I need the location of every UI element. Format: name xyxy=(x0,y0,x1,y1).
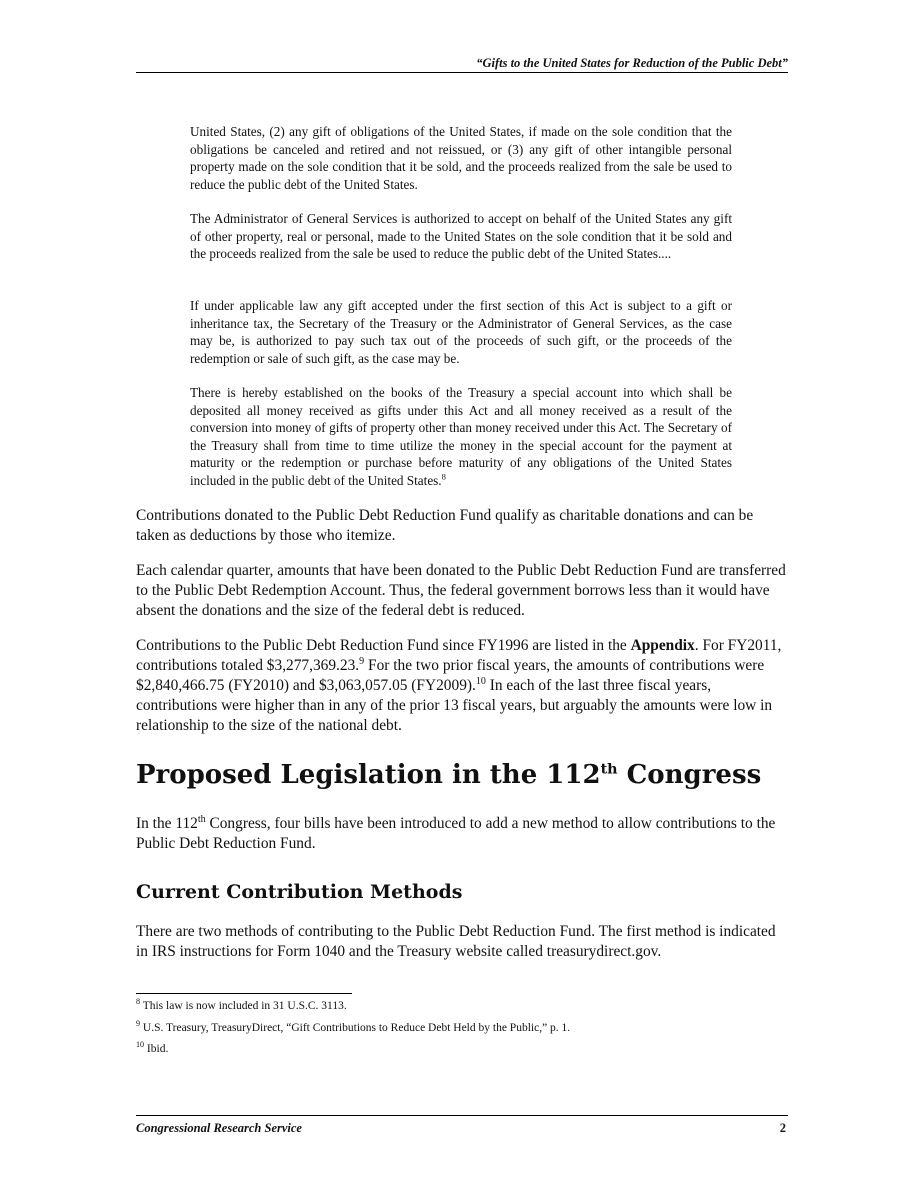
quote-paragraph-4 xyxy=(190,384,732,489)
footnote-9-num: 9 xyxy=(136,1019,141,1029)
footnote-8-num: 8 xyxy=(136,997,141,1007)
p3-text-b: . For FY2011, contributions totaled $3,277,369.23. xyxy=(136,637,782,674)
header-divider xyxy=(136,72,788,73)
p4-text-b: Congress, four bills have been introduced to add a new method to allow contributions to the Public Debt Reduction Fund. xyxy=(136,815,776,852)
quote-paragraph-1: United States, (2) any gift of obligations of the United States, if made on the sole condition that the obligations be canceled and retired and not reissued, or (3) any gift of other intangible personal property made on the sole condition that it be sold, and the proceeds realized from the sale be used to reduce the public debt of the United States. xyxy=(190,124,732,192)
footer-divider xyxy=(136,1115,788,1116)
footnote-9 xyxy=(136,1019,786,1034)
footnote-10 xyxy=(136,1040,786,1055)
footnote-ref-8[interactable]: 8 xyxy=(441,471,446,482)
section-heading-b: Congress xyxy=(617,760,762,790)
paragraph-charitable: Contributions donated to the Public Debt Reduction Fund qualify as charitable donations and can be taken as deductions by those who itemize. xyxy=(136,507,754,544)
footnote-9-text: U.S. Treasury, TreasuryDirect, “Gift Contributions to Reduce Debt Held by the Public,” p. 1. xyxy=(140,1022,571,1034)
p4-sup: th xyxy=(197,813,206,825)
quote-paragraph-4-text: There is hereby established on the books of the Treasury a special account into which shall be deposited all money received as gifts under this Act and all money received as a result of the conversion into money of gifts of property other than money received under this Act. The Secretary of the Treasury shall from time to time utilize the money in the special account for the payment at maturity or the redemption or purchase before maturity of any obligations of the United States included in the public debt of the United States. xyxy=(190,385,732,488)
footnote-8 xyxy=(136,997,786,1012)
footnote-10-num: 10 xyxy=(136,1040,145,1050)
section-heading-sup: th xyxy=(600,761,618,778)
p3-text-c: For the two prior fiscal years, the amounts of contributions were $2,840,466.75 (FY2010) and $3,063,057.05 (FY2009). xyxy=(136,657,765,694)
quote-paragraph-2: The Administrator of General Services is authorized to accept on behalf of the United States any gift of other property, real or personal, made to the United States on the sole condition that it be sold and the proceeds realized from the sale be used to reduce the public debt of the United States.... xyxy=(190,211,732,261)
page-number: 2 xyxy=(779,1121,786,1135)
footnote-ref-9[interactable]: 9 xyxy=(359,655,365,667)
footnote-8-text: This law is now included in 31 U.S.C. 3113. xyxy=(140,1000,347,1012)
p3-text-a: Contributions to the Public Debt Reduction Fund since FY1996 are listed in the xyxy=(136,637,631,654)
appendix-link[interactable]: Appendix xyxy=(630,637,695,654)
footnote-ref-10[interactable]: 10 xyxy=(475,675,486,687)
paragraph-methods: There are two methods of contributing to the Public Debt Reduction Fund. The first method is indicated in IRS instructions for Form 1040 and the Treasury website called treasurydirect.gov. xyxy=(136,923,776,960)
footnote-divider xyxy=(136,993,352,994)
paragraph-contributions xyxy=(136,636,786,736)
section-heading xyxy=(136,760,786,790)
paragraph-quarterly: Each calendar quarter, amounts that have been donated to the Public Debt Reduction Fund are transferred to the Public Debt Redemption Account. Thus, the federal government borrows less than it would have absent the donations and the size of the federal debt is reduced. xyxy=(136,562,786,619)
paragraph-bills xyxy=(136,814,786,854)
quote-paragraph-3: If under applicable law any gift accepted under the first section of this Act is subject to a gift or inheritance tax, the Secretary of the Treasury or the Administrator of General Services, as the case may be, is authorized to pay such tax out of the proceeds of such gift, or the proceeds of the redemption or sale of such gift, as the case may be. xyxy=(190,298,732,366)
footnote-10-text: Ibid. xyxy=(144,1043,169,1055)
p3-text-d: In each of the last three fiscal years, contributions were higher than in any of the prior 13 fiscal years, but arguably the amounts were low in relationship to the size of the national debt. xyxy=(136,677,773,734)
subsection-heading: Current Contribution Methods xyxy=(136,881,463,903)
footer-publisher: Congressional Research Service xyxy=(136,1121,302,1135)
p4-text-a: In the 112 xyxy=(136,815,198,832)
section-heading-a: Proposed Legislation in the 112 xyxy=(136,760,601,790)
running-header: “Gifts to the United States for Reduction of the Public Debt” xyxy=(476,56,788,70)
